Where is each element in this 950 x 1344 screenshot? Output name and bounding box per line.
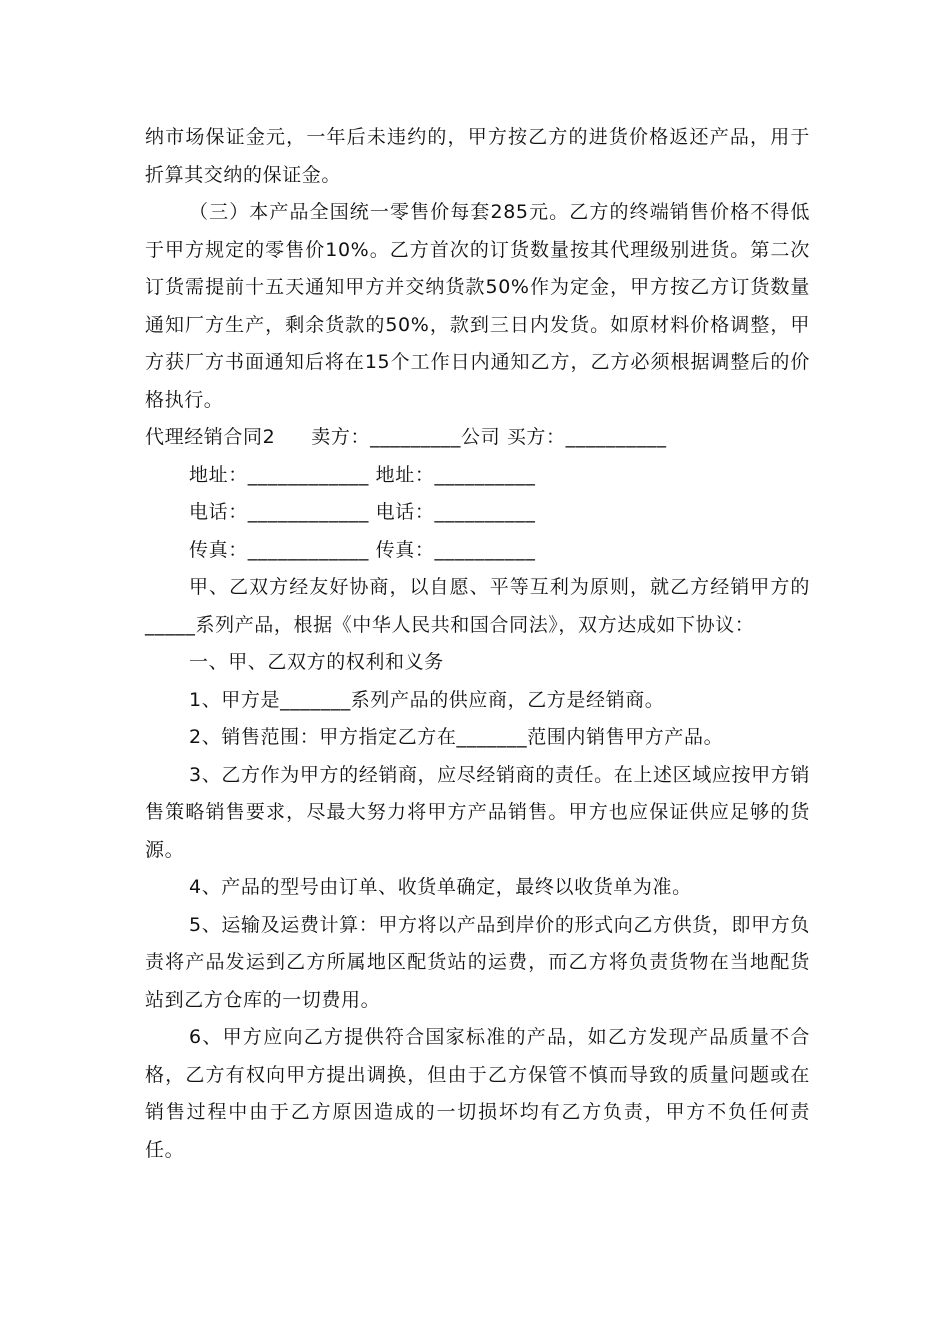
clause-1: 1、甲方是_______系列产品的供应商，乙方是经销商。 <box>189 688 665 711</box>
phone-line: 电话：____________ 电话：__________ <box>189 501 536 523</box>
contract-title: 代理经销合同2 <box>145 426 276 448</box>
clause-6: 6、甲方应向乙方提供符合国家标准的产品，如乙方发现产品质量不合格，乙方有权向甲方提出调换，但由于乙方保管不慎而导致的质量问题或在销售过程中由于乙方原因造成的一切损坏均有乙方负责，甲方不负任何责任。 <box>145 1026 810 1161</box>
address-line: 地址：____________ 地址：__________ <box>189 463 536 486</box>
section-heading-rights: 一、甲、乙双方的权利和义务 <box>189 651 444 673</box>
fax-line: 传真：____________ 传真：__________ <box>189 538 536 561</box>
paragraph-deposit: 纳市场保证金元，一年后未违约的，甲方按乙方的进货价格返还产品，用于折算其交纳的保证金。 <box>145 126 810 186</box>
clause-3: 3、乙方作为甲方的经销商，应尽经销商的责任。在上述区域应按甲方销售策略销售要求，尽最大努力将甲方产品销售。甲方也应保证供应足够的货源。 <box>145 763 810 861</box>
seller-buyer-line: 卖方：_________公司 买方：__________ <box>311 426 667 448</box>
contract-intro: 甲、乙双方经友好协商，以自愿、平等互利为原则，就乙方经销甲方的_____系列产品，根据《中华人民共和国合同法》，双方达成如下协议： <box>145 576 810 636</box>
clause-2: 2、销售范围：甲方指定乙方在_______范围内销售甲方产品。 <box>189 726 724 748</box>
contract-heading-line <box>145 419 810 457</box>
clause-4: 4、产品的型号由订单、收货单确定，最终以收货单为准。 <box>189 876 692 898</box>
clause-5: 5、运输及运费计算：甲方将以产品到岸价的形式向乙方供货，即甲方负责将产品发运到乙方所属地区配货站的运费，而乙方将负责货物在当地配货站到乙方仓库的一切费用。 <box>145 913 810 1011</box>
paragraph-retail-price: （三）本产品全国统一零售价每套285元。乙方的终端销售价格不得低于甲方规定的零售价10%。乙方首次的订货数量按其代理级别进货。第二次订货需提前十五天通知甲方并交纳货款50%作为定金，甲方按乙方订货数量通知厂方生产，剩余货款的50%，款到三日内发货。如原材料价格调整，甲方获厂方书面通知后将在15个工作日内通知乙方，乙方必须根据调整后的价格执行。 <box>145 201 810 411</box>
document-body <box>145 119 810 1169</box>
